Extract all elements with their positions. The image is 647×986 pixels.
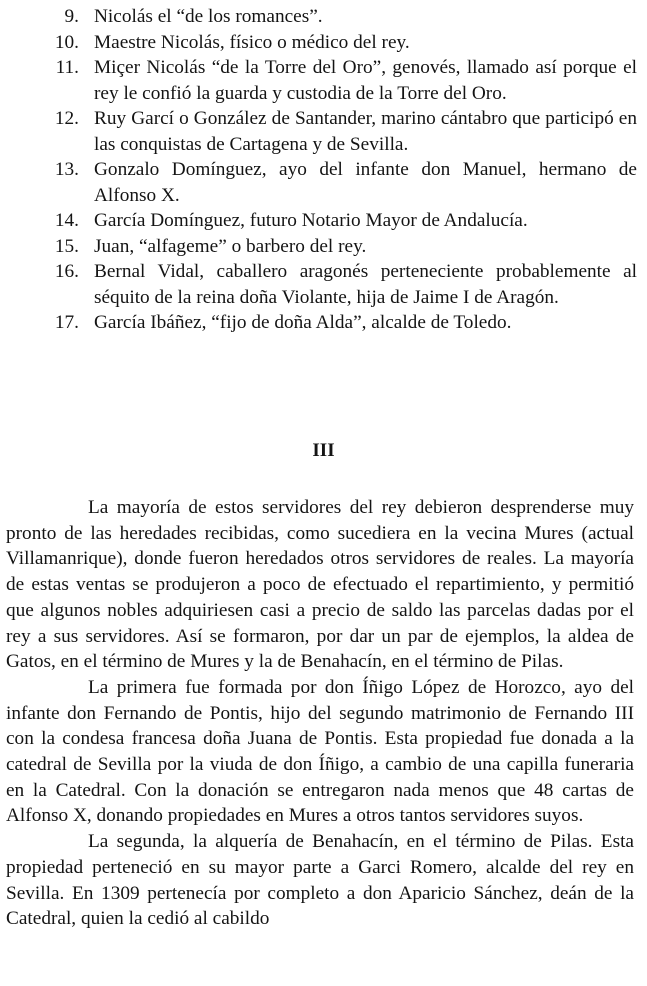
paragraph: La segunda, la alquería de Benahacín, en el término de Pilas. Esta propiedad perteneció en su mayor parte a Garci Romero, alcalde del rey en Sevilla. En 1309 pertenecía por completo a don Aparicio Sánchez, deán de la Catedral, quien la cedió al cabildo xyxy=(6,831,634,930)
list-item-number: 12. xyxy=(54,108,79,129)
list-item-number: 14. xyxy=(54,210,79,231)
list-item-text: Gonzalo Domínguez, ayo del infante don Manuel, hermano de Alfonso X. xyxy=(94,159,637,206)
paragraph: La mayoría de estos servidores del rey debieron desprenderse muy pronto de las heredades recibidas, como sucediera en la vecina Mures (actual Villamanrique), donde fueron heredados otros servidores de reales. La mayoría de estas ventas se produjeron a poco de efectuado el repartimiento, y permitió que algunos nobles adquiriesen casi a precio de saldo las parcelas dadas por el rey a sus servidores. Así se formaron, por dar un par de ejemplos, la aldea de Gatos, en el término de Mures y la de Benahacín, en el término de Pilas. xyxy=(6,497,634,673)
list-item xyxy=(0,310,647,336)
list-item-number: 16. xyxy=(54,261,79,282)
list-item xyxy=(0,208,647,234)
list-item xyxy=(0,106,647,157)
list-item xyxy=(0,259,647,310)
list-item-text: Maestre Nicolás, físico o médico del rey. xyxy=(94,31,410,53)
body-text xyxy=(6,495,634,932)
list-item xyxy=(0,30,647,56)
list-item xyxy=(0,4,647,30)
list-item xyxy=(0,234,647,260)
list-item-number: 17. xyxy=(54,312,79,333)
section-heading: III xyxy=(312,440,335,461)
list-item xyxy=(0,157,647,208)
list-item-text: Nicolás el “de los romances”. xyxy=(94,6,323,27)
list-item-number: 9. xyxy=(64,6,79,27)
list-item-text: García Ibáñez, “fijo de doña Alda”, alcalde de Toledo. xyxy=(94,312,512,333)
list-item-text: Ruy Garcí o González de Santander, marino cántabro que participó en las conquistas de Cartagena y de Sevilla. xyxy=(94,108,637,155)
list-item-text: Bernal Vidal, caballero aragonés perteneciente probablemente al séquito de la reina doña Violante, hija de Jaime I de Aragón. xyxy=(94,261,637,308)
paragraph: La primera fue formada por don Íñigo López de Horozco, ayo del infante don Fernando de Pontis, hijo del segundo matrimonio de Fernando III con la condesa francesa doña Juana de Pontis. Esta propiedad fue donada a la catedral de Sevilla por la viuda de don Íñigo, a cambio de una capilla funeraria en la Catedral. Con la donación se entregaron nada menos que 48 cartas de Alfonso X, donando propiedades en Mures a otros tantos servidores suyos. xyxy=(6,676,634,827)
list-item-text: Juan, “alfageme” o barbero del rey. xyxy=(94,235,367,257)
list-item-text: Miçer Nicolás “de la Torre del Oro”, genovés, llamado así porque el rey le confió la guarda y custodia de la Torre del Oro. xyxy=(94,57,637,104)
servants-list xyxy=(0,4,647,336)
list-item-number: 11. xyxy=(55,57,79,78)
list-item-number: 15. xyxy=(54,235,79,257)
list-item-number: 10. xyxy=(54,31,79,53)
list-item-text: García Domínguez, futuro Notario Mayor de Andalucía. xyxy=(94,210,528,231)
list-item xyxy=(0,55,647,106)
list-item-number: 13. xyxy=(54,159,79,180)
